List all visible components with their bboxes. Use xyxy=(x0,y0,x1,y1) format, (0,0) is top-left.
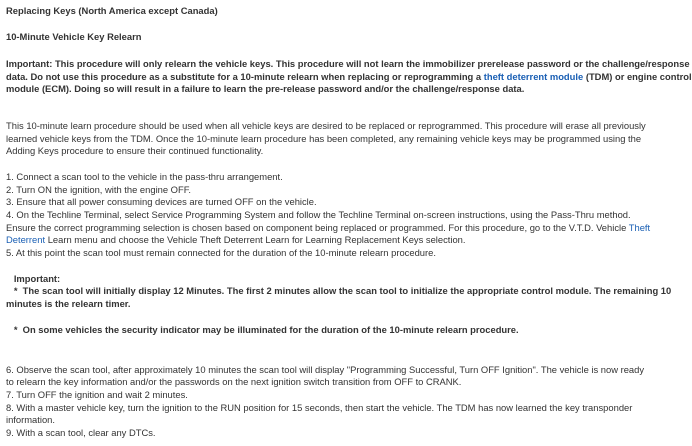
important-line-2-text: data. Do not use this procedure as a substitute for a 10-minute relearn when replacing or reprogramming a xyxy=(6,71,484,82)
step-8-line-1: 8. With a master vehicle key, turn the ignition to the RUN position for 15 seconds, then start the vehicle. The TDM has now learned the key transponder xyxy=(6,402,633,413)
step-8-line-2: information. xyxy=(6,414,55,425)
intro-line-3: Adding Keys procedure to ensure their continued functionality. xyxy=(6,145,264,156)
important-line-3: module (ECM). Doing so will result in a failure to learn the pre-release password and/or the challenge/response data. xyxy=(6,83,525,94)
theft-deterrent-link-part-1[interactable]: Theft xyxy=(628,222,651,233)
step-2: 2. Turn ON the ignition, with the engine OFF. xyxy=(6,184,191,195)
note-1-line-1: * The scan tool will initially display 12 Minutes. The first 2 minutes allow the scan tool to initialize the appropriate control module. The remaining 10 xyxy=(6,285,672,296)
step-4-line-2-text: Ensure the correct programming selection is chosen based on component being replaced or programmed. For this procedure, go to the V.T.D. Vehicle xyxy=(6,222,629,233)
step-6-line-1: 6. Observe the scan tool, after approximately 10 minutes the scan tool will display "Programming Successful, Turn OFF Ignition". The vehicle is now ready xyxy=(6,364,645,375)
step-1: 1. Connect a scan tool to the vehicle in the pass-thru arrangement. xyxy=(6,171,283,182)
note-title: Important: xyxy=(6,273,61,284)
step-7: 7. Turn OFF the ignition and wait 2 minutes. xyxy=(6,389,188,400)
step-4-line-3-text: Learn menu and choose the Vehicle Theft Deterrent Learn for Learning Replacement Keys selection. xyxy=(45,234,466,245)
intro-line-1: This 10-minute learn procedure should be used when all vehicle keys are desired to be replaced or reprogrammed. This procedure will erase all previously xyxy=(6,120,646,131)
important-line-2-tail: (TDM) or engine control xyxy=(583,71,692,82)
page-title: Replacing Keys (North America except Canada) xyxy=(6,5,218,16)
step-3: 3. Ensure that all power consuming devices are turned OFF on the vehicle. xyxy=(6,196,317,207)
section-title: 10-Minute Vehicle Key Relearn xyxy=(6,31,142,42)
step-5: 5. At this point the scan tool must remain connected for the duration of the 10-minute relearn procedure. xyxy=(6,247,436,258)
theft-deterrent-link-part-2[interactable]: Deterrent xyxy=(6,234,46,245)
step-4-line-3 xyxy=(6,233,466,246)
theft-deterrent-module-link[interactable]: theft deterrent module xyxy=(483,71,584,82)
step-6-line-2: to relearn the key information and/or the passwords on the next ignition switch transition from OFF to CRANK. xyxy=(6,376,462,387)
intro-line-2: learned vehicle keys from the TDM. Once the 10-minute learn procedure has been completed, any remaining vehicle keys may be programmed using the xyxy=(6,133,642,144)
step-4-line-1: 4. On the Techline Terminal, select Service Programming System and follow the Techline Terminal on-screen instructions, using the Pass-Thru method. xyxy=(6,209,631,220)
note-1-line-2: minutes is the relearn timer. xyxy=(6,298,131,309)
step-9: 9. With a scan tool, clear any DTCs. xyxy=(6,427,156,438)
important-line-1: Important: This procedure will only relearn the vehicle keys. This procedure will not learn the immobilizer prerelease password or the challenge/response xyxy=(6,58,690,69)
note-2: * On some vehicles the security indicator may be illuminated for the duration of the 10-minute relearn procedure. xyxy=(6,324,519,335)
